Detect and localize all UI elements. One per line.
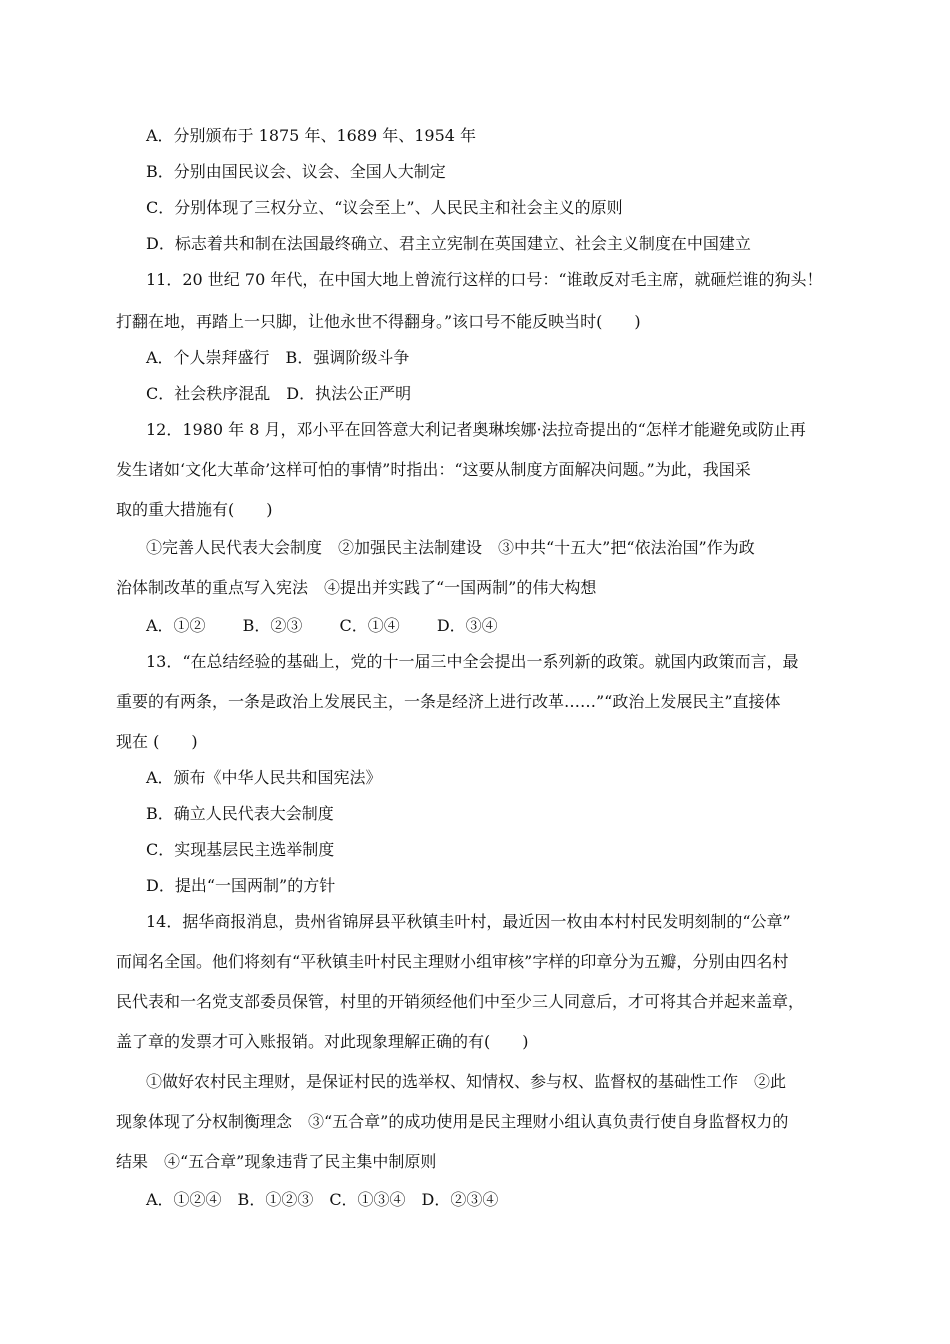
q14-stem-line-1: 14．据华商报消息，贵州省锦屏县平秋镇圭叶村，最近因一枚由本村村民发明刻制的“公章” (146, 912, 791, 931)
q12-options: A．①② B．②③ C．①④ D．③④ (146, 616, 498, 635)
q13-option-c: C．实现基层民主选举制度 (146, 840, 335, 859)
q14-stem-line-2: 而闻名全国。他们将刻有“平秋镇圭叶村民主理财小组审核”字样的印章分为五瓣，分别由四名村 (116, 952, 789, 971)
q14-stem-line-3: 民代表和一名党支部委员保管，村里的开销须经他们中至少三人同意后，才可将其合并起来盖章， (116, 992, 805, 1011)
q11-stem-line-1: 11．20 世纪 70 年代，在中国大地上曾流行这样的口号：“谁敢反对毛主席，就砸烂谁的狗头！ (146, 270, 823, 289)
q13-option-a: A．颁布《中华人民共和国宪法》 (146, 768, 382, 787)
q12-stem-line-3: 取的重大措施有( ) (116, 500, 273, 519)
q14-items-line-1: ①做好农村民主理财，是保证村民的选举权、知情权、参与权、监督权的基础性工作 ②此 (146, 1072, 787, 1091)
q10-option-b: B．分别由国民议会、议会、全国人大制定 (146, 162, 446, 181)
q11-stem-line-2: 打翻在地，再踏上一只脚，让他永世不得翻身。”该口号不能反映当时( ) (116, 312, 641, 331)
q12-stem-line-2: 发生诸如‘文化大革命’这样可怕的事情”时指出：“这要从制度方面解决问题。”为此，我国采 (116, 460, 751, 479)
q11-options-ab: A．个人崇拜盛行 B．强调阶级斗争 (146, 348, 410, 367)
q13-stem-line-2: 重要的有两条，一条是政治上发展民主，一条是经济上进行改革……”“政治上发展民主”直接体 (116, 692, 781, 711)
q14-items-line-2: 现象体现了分权制衡理念 ③“五合章”的成功使用是民主理财小组认真负责行使自身监督权力的 (116, 1112, 789, 1131)
q14-options: A．①②④ B．①②③ C．①③④ D．②③④ (146, 1190, 499, 1209)
q13-stem-line-1: 13．“在总结经验的基础上，党的十一届三中全会提出一系列新的政策。就国内政策而言，最 (146, 652, 799, 671)
q10-option-d: D．标志着共和制在法国最终确立、君主立宪制在英国建立、社会主义制度在中国建立 (146, 234, 751, 253)
q12-items-line-1: ①完善人民代表大会制度 ②加强民主法制建设 ③中共“十五大”把“依法治国”作为政 (146, 538, 755, 557)
q13-stem-line-3: 现在 ( ) (116, 732, 198, 751)
q14-items-line-3: 结果 ④“五合章”现象违背了民主集中制原则 (116, 1152, 437, 1171)
q10-option-a: A．分别颁布于 1875 年、1689 年、1954 年 (146, 126, 477, 145)
q10-option-c: C．分别体现了三权分立、“议会至上”、人民民主和社会主义的原则 (146, 198, 623, 217)
q12-stem-line-1: 12．1980 年 8 月，邓小平在回答意大利记者奥琳埃娜·法拉奇提出的“怎样才能避免或防止再 (146, 420, 806, 439)
q12-items-line-2: 治体制改革的重点写入宪法 ④提出并实践了“一国两制”的伟大构想 (116, 578, 597, 597)
q11-options-cd: C．社会秩序混乱 D．执法公正严明 (146, 384, 412, 403)
q14-stem-line-4: 盖了章的发票才可入账报销。对此现象理解正确的有( ) (116, 1032, 529, 1051)
q13-option-d: D．提出“一国两制”的方针 (146, 876, 336, 895)
q13-option-b: B．确立人民代表大会制度 (146, 804, 334, 823)
